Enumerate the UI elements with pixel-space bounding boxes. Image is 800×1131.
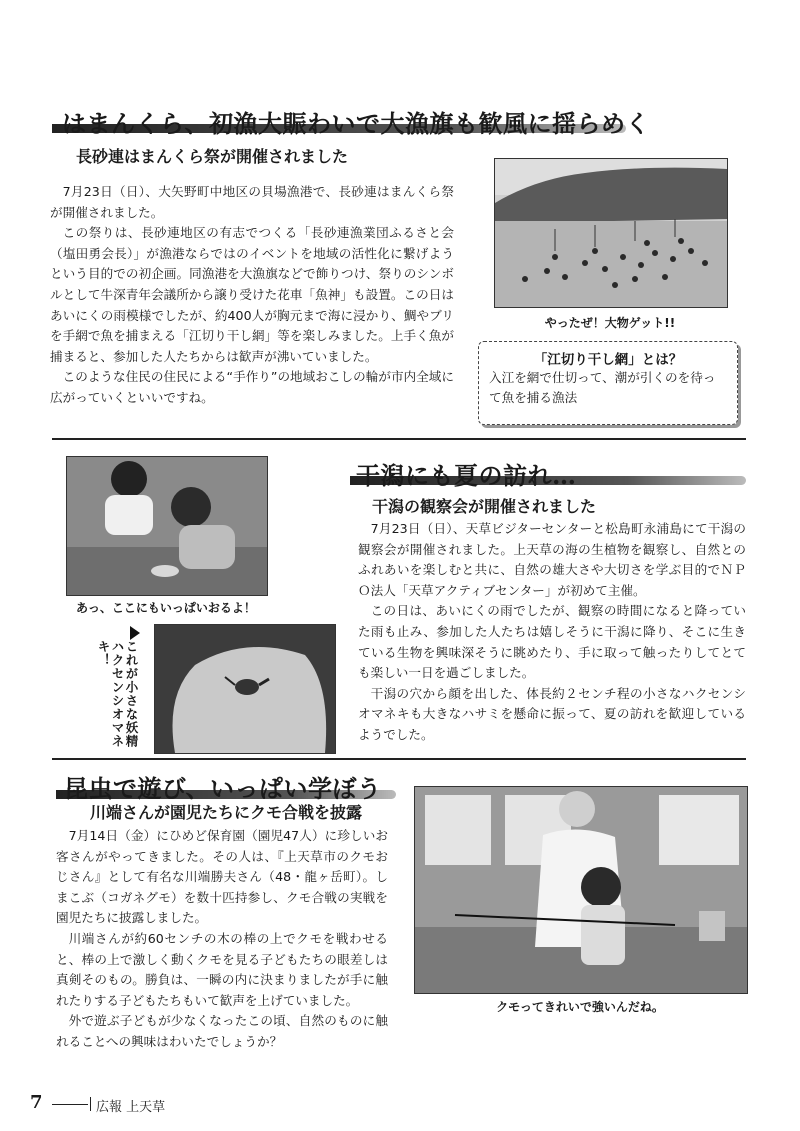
footer-tick xyxy=(90,1097,91,1111)
article2-photo-children xyxy=(66,456,268,596)
article3-subheadline: 川端さんが園児たちにクモ合戦を披露 xyxy=(90,803,363,822)
article3-photo-caption: クモってきれいで強いんだね。 xyxy=(496,1000,664,1014)
page-number: 7 xyxy=(30,1092,43,1113)
definition-box xyxy=(478,341,738,425)
section-divider xyxy=(52,438,746,440)
definition-box-body: 入江を網で仕切って、潮が引くのを待って魚を捕る漁法 xyxy=(489,370,716,405)
article2-paragraph: この日は、あいにくの雨でしたが、観察の時間になると降っていた雨も止み、参加した人たちは嬉しそうに干潟に降り、そこに生きている生物を興味深そうに眺めたり、手に取って触ったりしてとても楽しい一日を過ごしました。 xyxy=(358,603,746,681)
article1-body xyxy=(50,182,454,409)
article3-body xyxy=(56,826,388,1053)
article3-paragraph: 川端さんが約60センチの木の棒の上でクモを戦わせると、棒の上で激しく動くクモを見る子どもたちの眼差しは真剣そのもの。勝負は、一瞬の内に決まりましたが手に触れたりする子どもたちもいて歓声を上げていました。 xyxy=(56,930,388,1008)
article1-paragraph: 7月23日（日）、大矢野町中地区の貝場漁港で、長砂連はまんくら祭が開催されました。 xyxy=(50,184,454,220)
article1-photo xyxy=(494,158,728,308)
article2-paragraph: 干潟の穴から顔を出した、体長約２センチ程の小さなハクセンシオマネキも大きなハサミを懸命に振って、夏の訪れを歓迎しているようでした。 xyxy=(358,685,746,742)
article1-photo-caption: やったぜ！大物ゲット!! xyxy=(544,316,676,330)
article1-subheadline: 長砂連はまんくら祭が開催されました xyxy=(76,147,349,166)
publication-name: 広報 上天草 xyxy=(96,1100,166,1115)
article2-photo2-caption: これが小さな妖精ハクセンシオマネキ！ xyxy=(96,640,139,748)
article2-photo-crab xyxy=(154,624,336,754)
article3-headline: 昆虫で遊び、いっぱい学ぼう xyxy=(64,774,382,803)
article1-paragraph: この祭りは、長砂連地区の有志でつくる「長砂連漁業団ふるさと会（塩田勇会長）」が漁港ならではのイベントを地域の活性化に繋げようという目的での初企画。同漁港を大漁旗などで飾りつけ、祭りのシンボルとして牛深青年会議所から譲り受けた花車「魚神」も設置。この日はあいにくの雨模様でしたが、約400人が胸元まで海に浸かり、鯛やブリを手網で魚を捕まえる「江切り干し網」等を楽しみました。上手く魚が捕まると、参加した人たちからは歓声が沸いていました。 xyxy=(50,225,454,364)
article3-paragraph: 外で遊ぶ子どもが少なくなったこの頃、自然のものに触れることへの興味はわいたでしょうか？ xyxy=(56,1013,388,1049)
article1-paragraph: このような住民の住民による“手作り”の地域おこしの輪が市内全域に広がっていくといいですね。 xyxy=(50,369,454,405)
article1-headline: はまんくら、初漁大賑わいで大漁旗も歓風に揺らめく xyxy=(62,109,650,138)
footer-rule xyxy=(52,1104,88,1105)
article2-paragraph: 7月23日（日）、天草ビジターセンターと松島町永浦島にて干潟の観察会が開催されました。上天草の海の生植物を観察し、自然とのふれあいを楽しむと共に、自然の雄大さや大切さを学ぶ目的でＮＰＯ法人「天草アクティブセンター」が初めて主催。 xyxy=(358,521,746,598)
article3-photo xyxy=(414,786,748,994)
article2-photo1-caption: あっ、ここにもいっぱいおるよ！ xyxy=(76,601,256,615)
article2-subheadline: 干潟の観察会が開催されました xyxy=(372,497,597,516)
article2-headline: 干潟にも夏の訪れ… xyxy=(356,461,577,490)
definition-box-title: 「江切り干し網」とは？ xyxy=(533,352,683,368)
pointer-arrow-icon xyxy=(130,626,140,640)
article3-paragraph: 7月14日（金）にひめど保育園（園児47人）に珍しいお客さんがやってきました。その人は、『上天草市のクモおじさん』として有名な川端勝夫さん（48・龍ヶ岳町）。しまこぶ（コガネグモ）を数十匹持参し、クモ合戦の実戦を園児たちに披露しました。 xyxy=(56,828,388,926)
article2-body xyxy=(358,519,746,746)
section-divider xyxy=(52,758,746,760)
